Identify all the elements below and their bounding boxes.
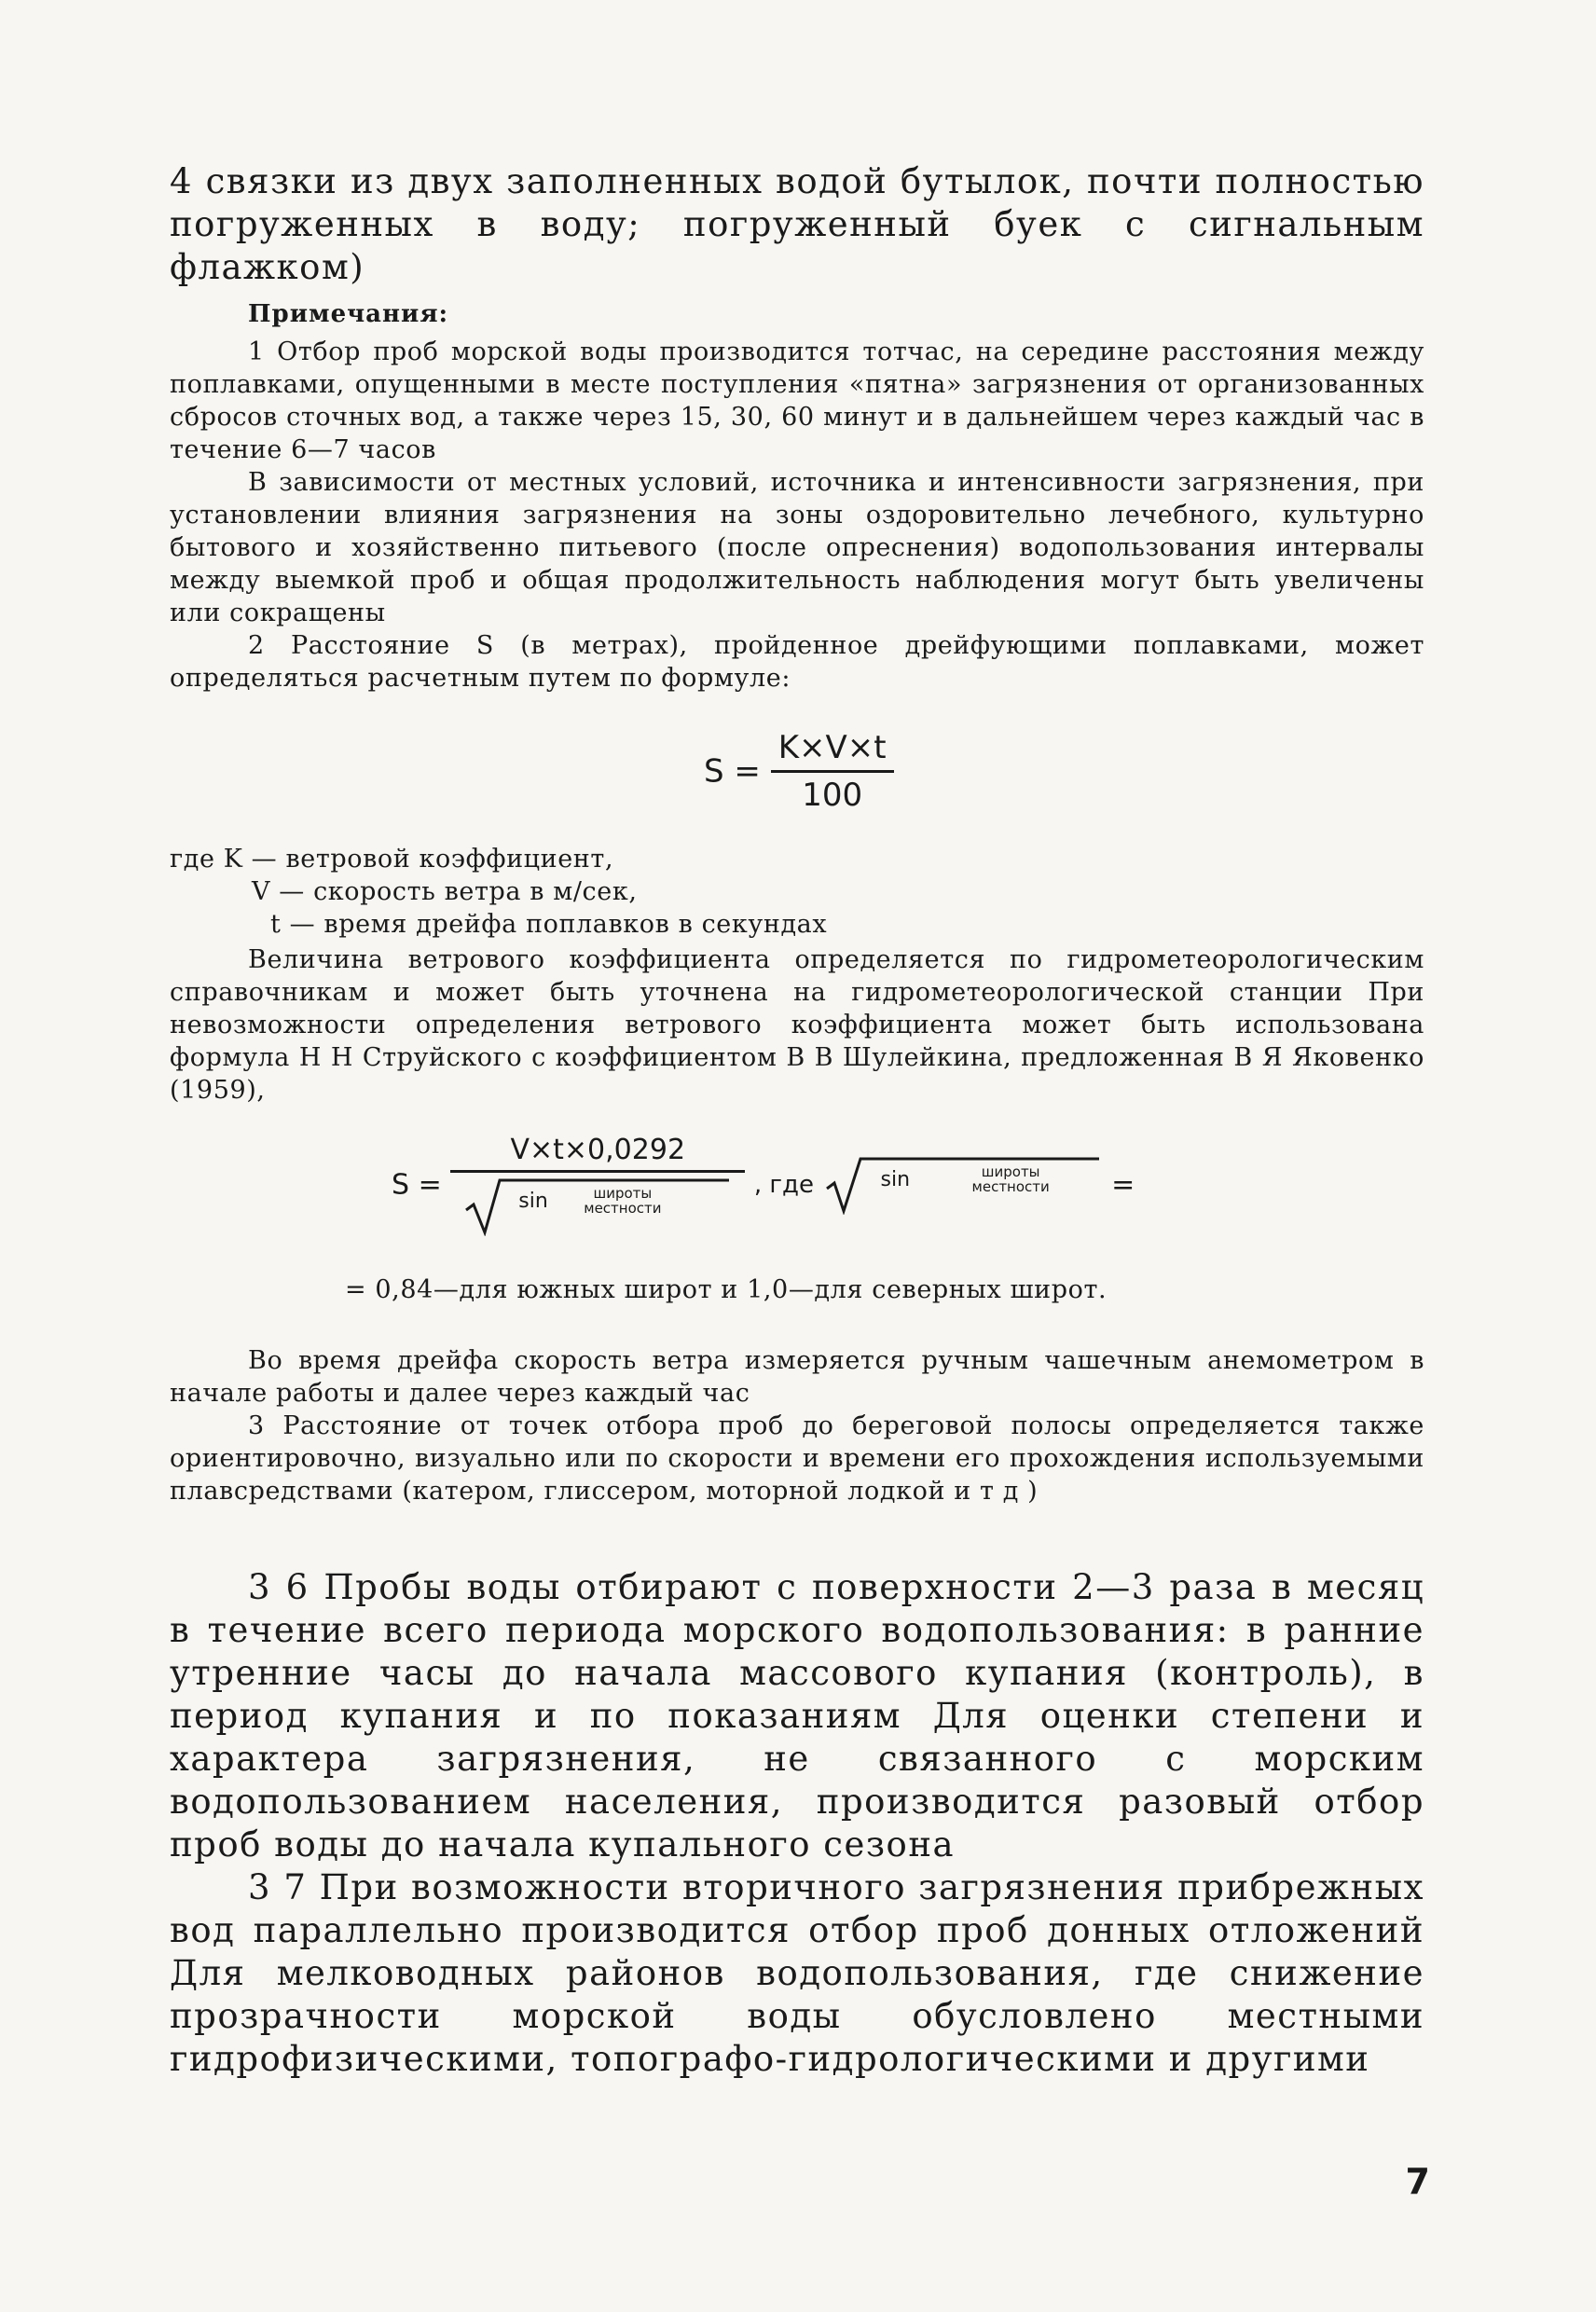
formula-1 [704, 729, 894, 814]
formula-2-lhs: S = [392, 1168, 442, 1202]
formula-2-numerator: V×t×0,0292 [450, 1134, 745, 1173]
formula-1-fraction [771, 729, 894, 814]
paragraph-3-6: 3 6 Пробы воды отбирают с поверхности 2—3 раза в месяц в течение всего периода морского водопользования: в ранние утренние часы до начала массового купания (контроль), в период купания и по показаниям Для оценки степени и характера загрязнения, не связанного с морским водопользованием населения, производится разовый отбор проб воды до начала купального сезона [170, 1567, 1424, 1865]
formula-2-result: = 0,84—для южных широт и 1,0—для северных широт. [345, 1275, 1108, 1304]
note-2-continued-block [170, 943, 1424, 1107]
main-text [170, 1566, 1424, 2081]
note-1-continued: В зависимости от местных условий, источника и интенсивности загрязнения, при установлении влияния загрязнения на зоны оздоровительно лечебного, культурно бытового и хозяйственно питьевого (после опреснения) водопользования интервалы между выемкой проб и общая продолжительность наблюдения могут быть увеличены или сокращены [170, 468, 1424, 627]
top-paragraph-text: 4 связки из двух заполненных водой бутылок, почти полностью погруженных в воду; погруженный буек с сигнальным флажком) [170, 161, 1424, 287]
formula-2 [392, 1134, 1135, 1236]
legend-t: t — время дрейфа поплавков в секундах [270, 910, 828, 939]
radical-sign-icon [823, 1155, 1103, 1215]
note-3: 3 Расстояние от точек отбора проб до береговой полосы определяется также ориентировочно, визуально или по скорости и времени его прохождения используемыми плавсредствами (катером, глиссером, моторной лодкой и т д ) [170, 1411, 1424, 1506]
formula-2-fraction [450, 1134, 745, 1236]
legend-k: где K — ветровой коэффициент, [170, 845, 614, 874]
formula-1-denominator: 100 [802, 777, 863, 814]
sqrt-2-subscript [972, 1164, 1050, 1194]
note-2-final: Во время дрейфа скорость ветра измеряется ручным чашечным анемометром в начале работы и далее через каждый час [170, 1346, 1424, 1408]
page-number: 7 [1405, 2161, 1430, 2202]
sqrt-1 [462, 1177, 733, 1236]
notes-title: Примечания: [248, 300, 449, 328]
legend-v: V — скорость ветра в м/сек, [252, 877, 638, 906]
note-2: 2 Расстояние S (в метрах), пройденное дрейфующими поплавками, может определяться расчетным путем по формуле: [170, 631, 1424, 693]
formula-2-where: , где [753, 1171, 814, 1199]
sqrt-1-sub-b: местности [584, 1200, 662, 1217]
notes-tail [170, 1344, 1424, 1507]
sqrt-1-sin: sin [518, 1190, 548, 1213]
paragraph-3-7: 3 7 При возможности вторичного загрязнения прибрежных вод параллельно производится отбор проб донных отложений Для мелководных районов водопользования, где снижение прозрачности морской воды обусловлено местными гидрофизическими, топографо-гидрологическими и другими [170, 1867, 1424, 2079]
formula-2-eq: = [1111, 1168, 1135, 1202]
note-2-continued: Величина ветрового коэффициента определяется по гидрометеорологическим справочникам и может быть уточнена на гидрометеорологической станции При невозможности определения ветрового коэффициента может быть использована формула Н Н Струйского с коэффициентом В В Шулейкина, предложенная В Я Яковенко (1959), [170, 945, 1424, 1105]
sqrt-2 [823, 1155, 1103, 1215]
sqrt-2-sin: sin [880, 1168, 911, 1191]
formula-2-denominator [450, 1173, 745, 1236]
sqrt-2-sub-b: местности [971, 1178, 1050, 1195]
top-paragraph [170, 160, 1424, 289]
formula-1-lhs: S = [704, 752, 761, 791]
formula-1-numerator: K×V×t [771, 729, 894, 773]
notes-section [170, 300, 1424, 695]
formula-1-legend [170, 843, 827, 941]
sqrt-1-sub-a: широты [593, 1185, 653, 1202]
note-1: 1 Отбор проб морской воды производится тотчас, на середине расстояния между поплавками, опущенными в месте поступления «пятна» загрязнения от организованных сбросов сточных вод, а также через 15, 30, 60 минут и в дальнейшем через каждый час в течение 6—7 часов [170, 337, 1424, 464]
sqrt-2-sub-a: широты [981, 1163, 1040, 1180]
sqrt-1-subscript [584, 1186, 661, 1216]
